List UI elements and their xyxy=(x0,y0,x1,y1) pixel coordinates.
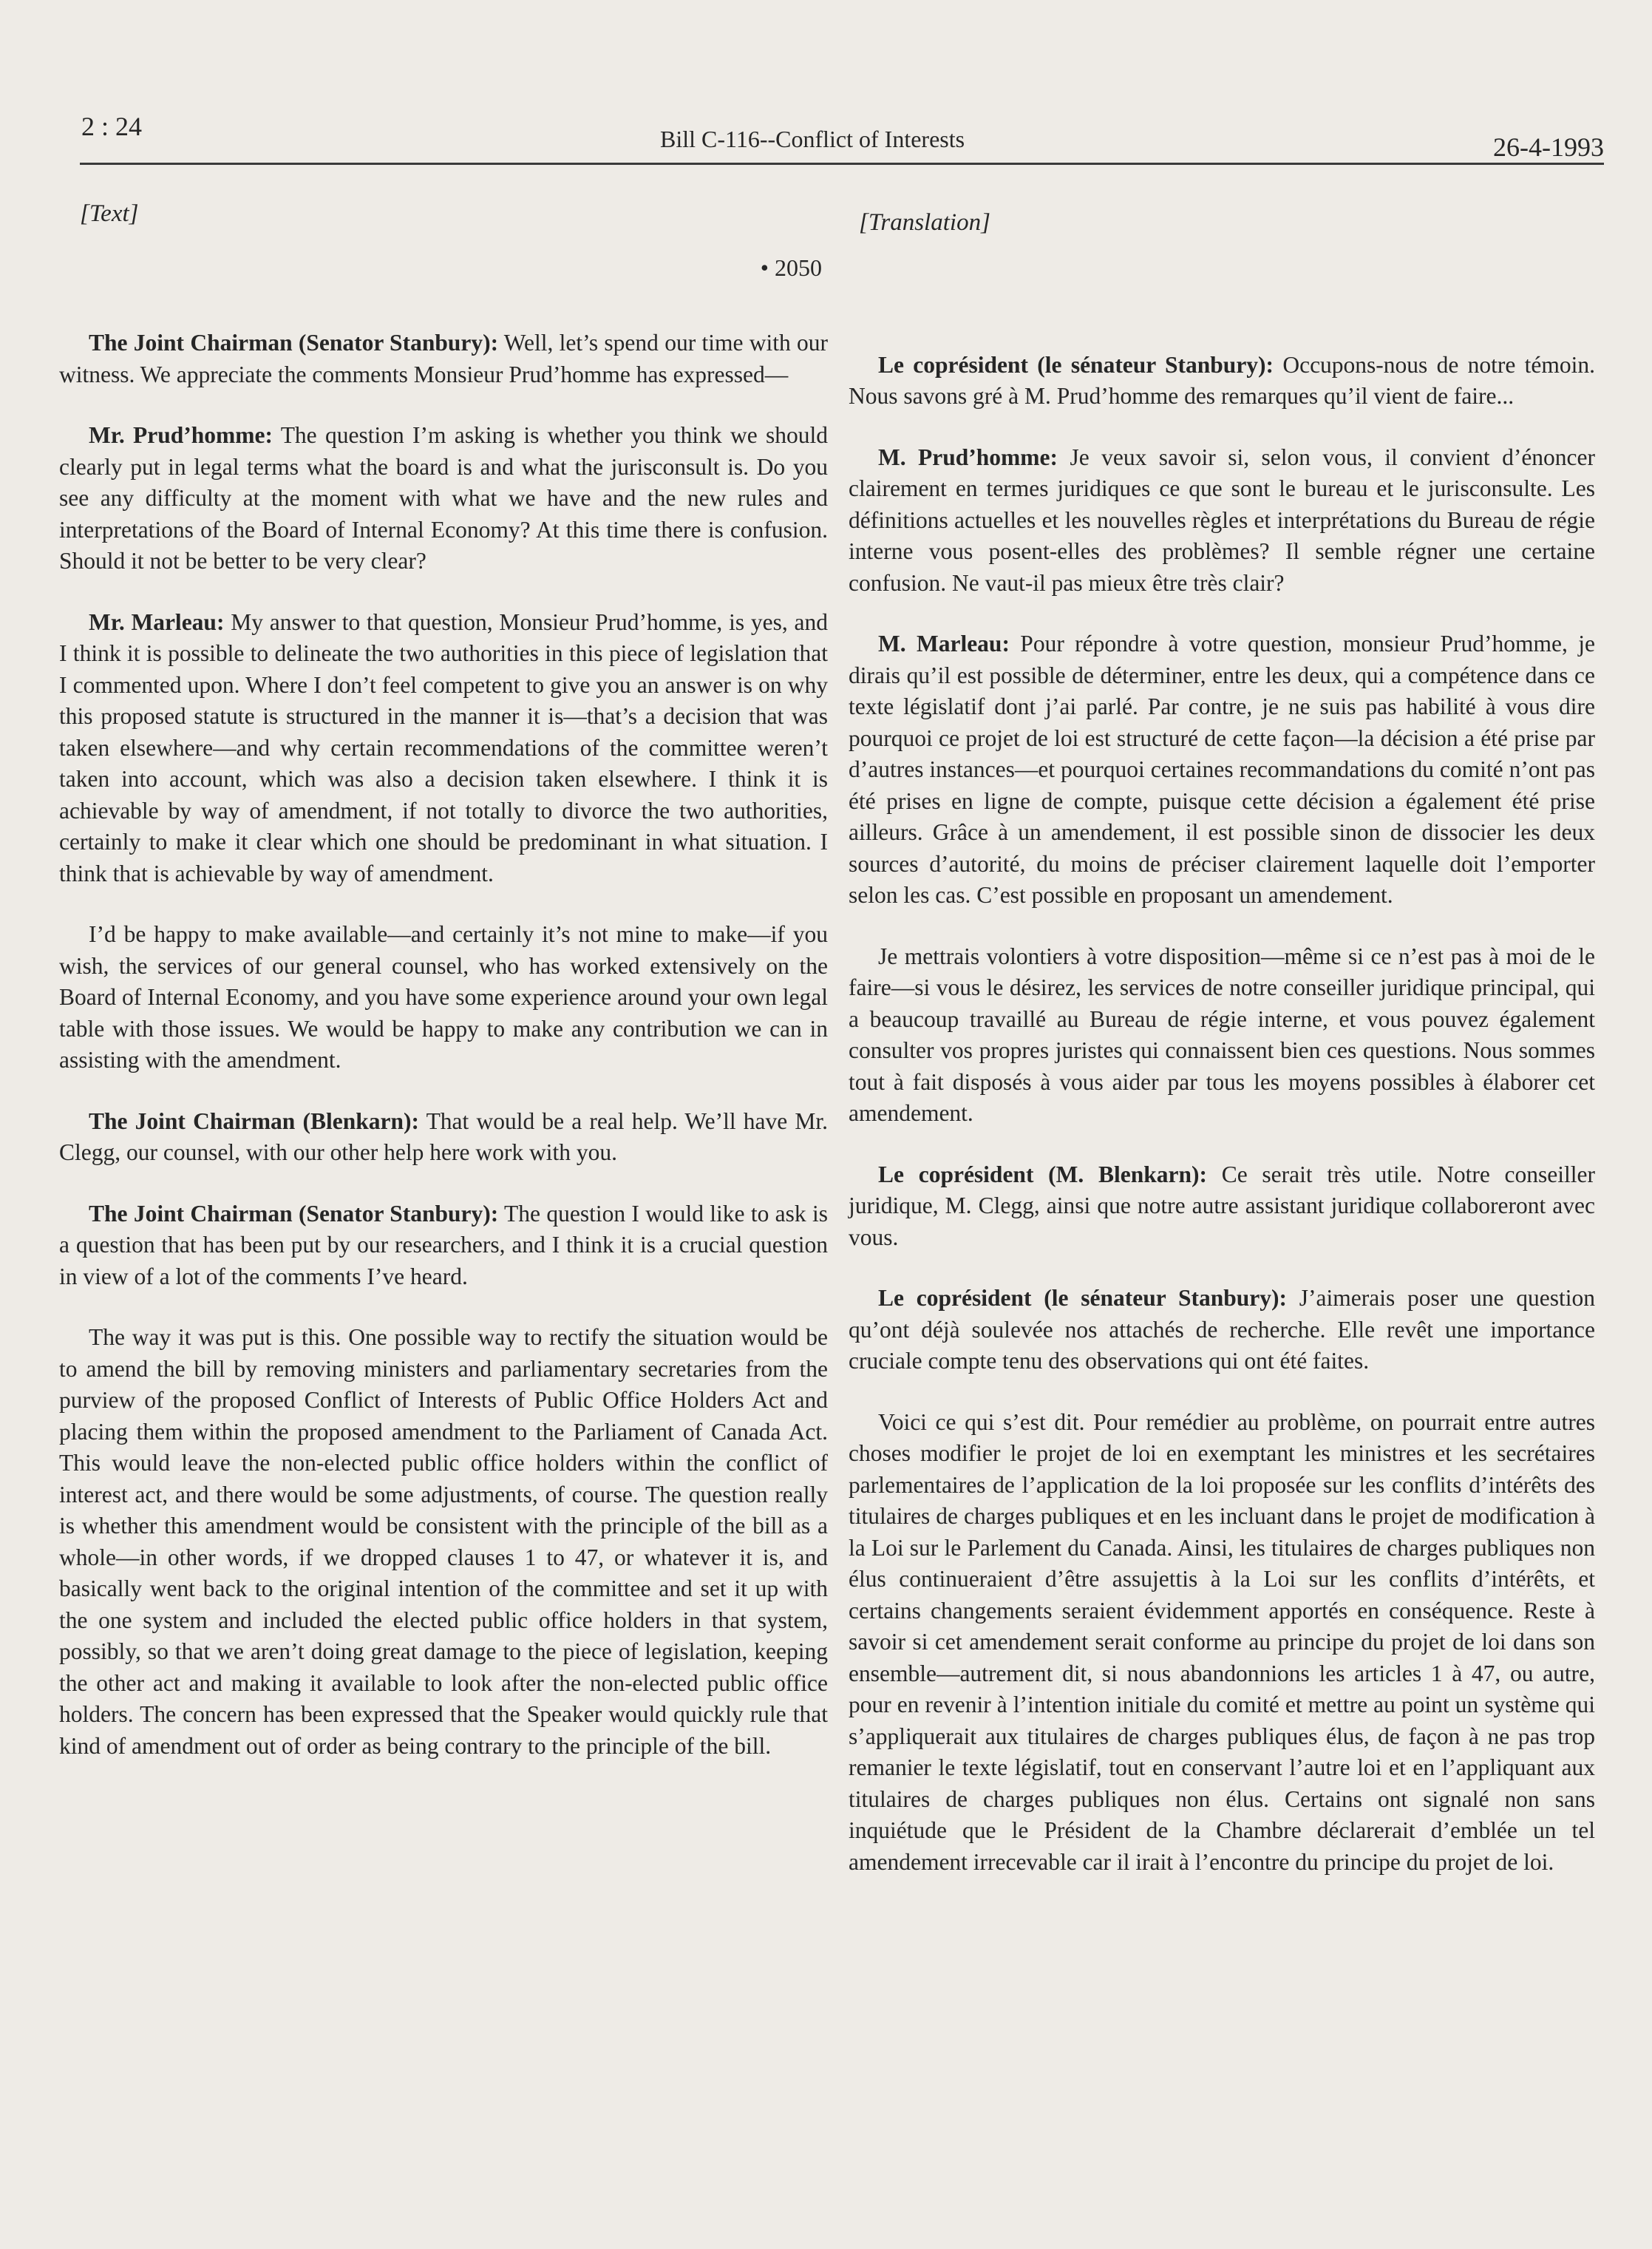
paragraph-text: The question I’m asking is whether you think we should clearly put in legal terms what the board is and what the jurisconsult is. Do you see any difficulty at the moment with what we have and the new rules and interpretations of the Board of Internal Economy? At this time there is confusion. Should it not be better to be very clear? xyxy=(59,422,828,574)
speaker-name: Le coprésident (le sénateur Stanbury): xyxy=(878,351,1274,378)
paragraph-text: Pour répondre à votre question, monsieur Prud’homme, je dirais qu’il est possible de déterminer, entre les deux, qui a compétence dans ce texte législatif dont j’ai parlé. Par contre, je ne suis pas habilité à vous dire pourquoi ce projet de loi est structuré de cette façon—la décision a été prise par d’autres instances—et pourquoi certaines recommandations du comité n’ont pas été prises en ligne de compte, puisque cette décision a également été prise ailleurs. Grâce à un amendement, il est possible sinon de dissocier les deux sources d’autorité, du moins de préciser clairement laquelle doit l’emporter selon les cas. C’est possible en proposant un amendement. xyxy=(849,631,1595,908)
paragraph-text: Occupons-nous de notre témoin. Nous savons gré à M. Prud’homme des remarques qu’il vient de faire... xyxy=(849,351,1595,409)
page-number: 2 : 24 xyxy=(81,112,143,141)
speaker-name: The Joint Chairman (Blenkarn): xyxy=(89,1107,419,1134)
paragraph-text: Ce serait très utile. Notre conseiller juridique, M. Clegg, ainsi que notre autre assistant juridique collaboreront avec vous. xyxy=(849,1161,1595,1250)
speaker-name: Mr. Marleau: xyxy=(89,608,225,635)
paragraph xyxy=(849,1283,1595,1377)
paragraph-text: Well, let’s spend our time with our witness. We appreciate the comments Monsieur Prud’homme has expressed— xyxy=(59,330,829,387)
speaker-name: The Joint Chairman (Senator Stanbury): xyxy=(89,1200,499,1227)
french-column xyxy=(849,185,1595,1907)
speaker-name: M. Marleau: xyxy=(878,631,1010,657)
paragraph xyxy=(849,1159,1595,1254)
running-title: Bill C-116--Conflict of Interests xyxy=(660,126,965,152)
paragraph xyxy=(849,1407,1595,1879)
paragraph xyxy=(59,1106,828,1169)
time-marker: • 2050 xyxy=(760,254,822,281)
paragraph-text: Je mettrais volontiers à votre disposition—même si ce n’est pas à moi de le faire—si vous le désirez, les services de notre conseiller juridique principal, qui a beaucoup travaillé au Bureau de régie interne, et vous pouvez également consulter vos propres juristes qui connaissent bien ces questions. Nous sommes tout à fait disposés à vous aider par tous les moyens possibles à élaborer cet amendement. xyxy=(849,943,1595,1126)
page-header xyxy=(80,111,1604,165)
speaker-name: M. Prud’homme: xyxy=(878,444,1058,470)
paragraph xyxy=(59,1322,828,1762)
paragraph-text: I’d be happy to make available—and certainly it’s not mine to make—if you wish, the services of our general counsel, who has worked extensively on the Board of Internal Economy, and you have some experience around your own legal table with those issues. We would be happy to make any contribution we can in assisting with the amendment. xyxy=(59,921,828,1073)
paragraph-text: The way it was put is this. One possible way to rectify the situation would be to amend the bill by removing ministers and parliamentary secretaries from the purview of the proposed Conflict of Interests of Public Office Holders Act and placing them within the proposed amendment to the Parliament of Canada Act. This would leave the non-elected public office holders within the conflict of interest act, and there would be some adjustments, of course. The question really is whether this amendment would be consistent with the principle of the bill as a whole—in other words, if we dropped clauses 1 to 47, or whatever it is, and basically went back to the original intention of the committee and set it up with the one system and included the elected public office holders in that system, possibly, so that we aren’t doing great damage to the piece of legislation, keeping the other act and making it available to look after the non-elected public office holders. The concern has been expressed that the Speaker would quickly rule that kind of amendment out of order as being contrary to the principle of the bill. xyxy=(59,1324,828,1759)
page-date: 26-4-1993 xyxy=(1493,132,1604,162)
paragraph-text: That would be a real help. We’ll have Mr. Clegg, our counsel, with our other help here work with you. xyxy=(59,1107,828,1165)
paragraph xyxy=(849,350,1595,413)
paragraph-text: Je veux savoir si, selon vous, il convient d’énoncer clairement en termes juridiques ce que sont le bureau et le jurisconsulte. Les définitions actuelles et les nouvelles règles et interprétations du Bureau de régie interne vous posent-elles des problèmes? Il semble régner une certaine confusion. Ne vaut-il pas mieux être très clair? xyxy=(849,444,1596,596)
speaker-name: Le coprésident (le sénateur Stanbury): xyxy=(878,1285,1287,1311)
text-tag: [Text] xyxy=(80,200,139,227)
paragraph xyxy=(59,328,828,390)
english-column xyxy=(59,185,828,1791)
column-spacer xyxy=(849,239,1595,350)
paragraph-text: The question I would like to ask is a question that has been put by our researchers, and I think it is a crucial question in view of a lot of the comments I’ve heard. xyxy=(59,1200,829,1289)
paragraph xyxy=(59,1198,828,1293)
paragraph xyxy=(849,442,1595,600)
speaker-name: The Joint Chairman (Senator Stanbury): xyxy=(89,330,499,356)
paragraph-text: Voici ce qui s’est dit. Pour remédier au problème, on pourrait entre autres choses modifier le projet de loi en exemptant les ministres et les secrétaires parlementaires de l’application de la loi proposée sur les conflits d’intérêts des titulaires de charges publiques et en les incluant dans le projet de modification à la Loi sur le Parlement du Canada. Ainsi, les titulaires de charges publiques non élus continueraient d’être assujettis à la Loi sur les conflits d’intérêts, et certains changements seraient évidemment apportés en conséquence. Reste à savoir si cet amendement serait conforme au principe du projet de loi dans son ensemble—autrement dit, si nous abandonnions les articles 1 à 47, ou autre, pour en revenir à l’intention initiale du comité et mettre au point un système qui s’appliquerait aux titulaires de charges publiques élus, de façon à ne pas trop remanier le texte législatif, tout en conservant l’autre loi et en l’appliquant aux titulaires de charges publiques non élus. Certains ont signalé non sans inquiétude que le Président de la Chambre déclarerait d’emblée un tel amendement irrecevable car il irait à l’encontre du principe du projet de loi. xyxy=(849,1408,1595,1875)
speaker-name: Mr. Prud’homme: xyxy=(89,422,273,448)
paragraph xyxy=(59,919,828,1076)
paragraph xyxy=(849,941,1595,1130)
paragraph xyxy=(849,628,1595,912)
paragraph-text: My answer to that question, Monsieur Prud’homme, is yes, and I think it is possible to delineate the two authorities in this piece of legislation that I commented upon. Where I don’t feel competent to give you an answer is on why this proposed statute is structured in the manner it is—that’s a decision that was taken elsewhere—and why certain recommendations of the committee weren’t taken into account, which was also a decision taken elsewhere. I think it is achievable by way of amendment, if not totally to divorce the two authorities, certainly to make it clear which one should be predominant in what situation. I think that is achievable by way of amendment. xyxy=(59,608,828,886)
paragraph-text: J’aimerais poser une question qu’ont déjà soulevée nos attachés de recherche. Elle revêt une importance cruciale compte tenu des observations qui ont été faites. xyxy=(849,1285,1595,1374)
speaker-name: Le coprésident (M. Blenkarn): xyxy=(878,1161,1207,1187)
paragraph xyxy=(59,607,828,890)
paragraph xyxy=(59,420,828,577)
translation-tag: [Translation] xyxy=(859,209,990,236)
